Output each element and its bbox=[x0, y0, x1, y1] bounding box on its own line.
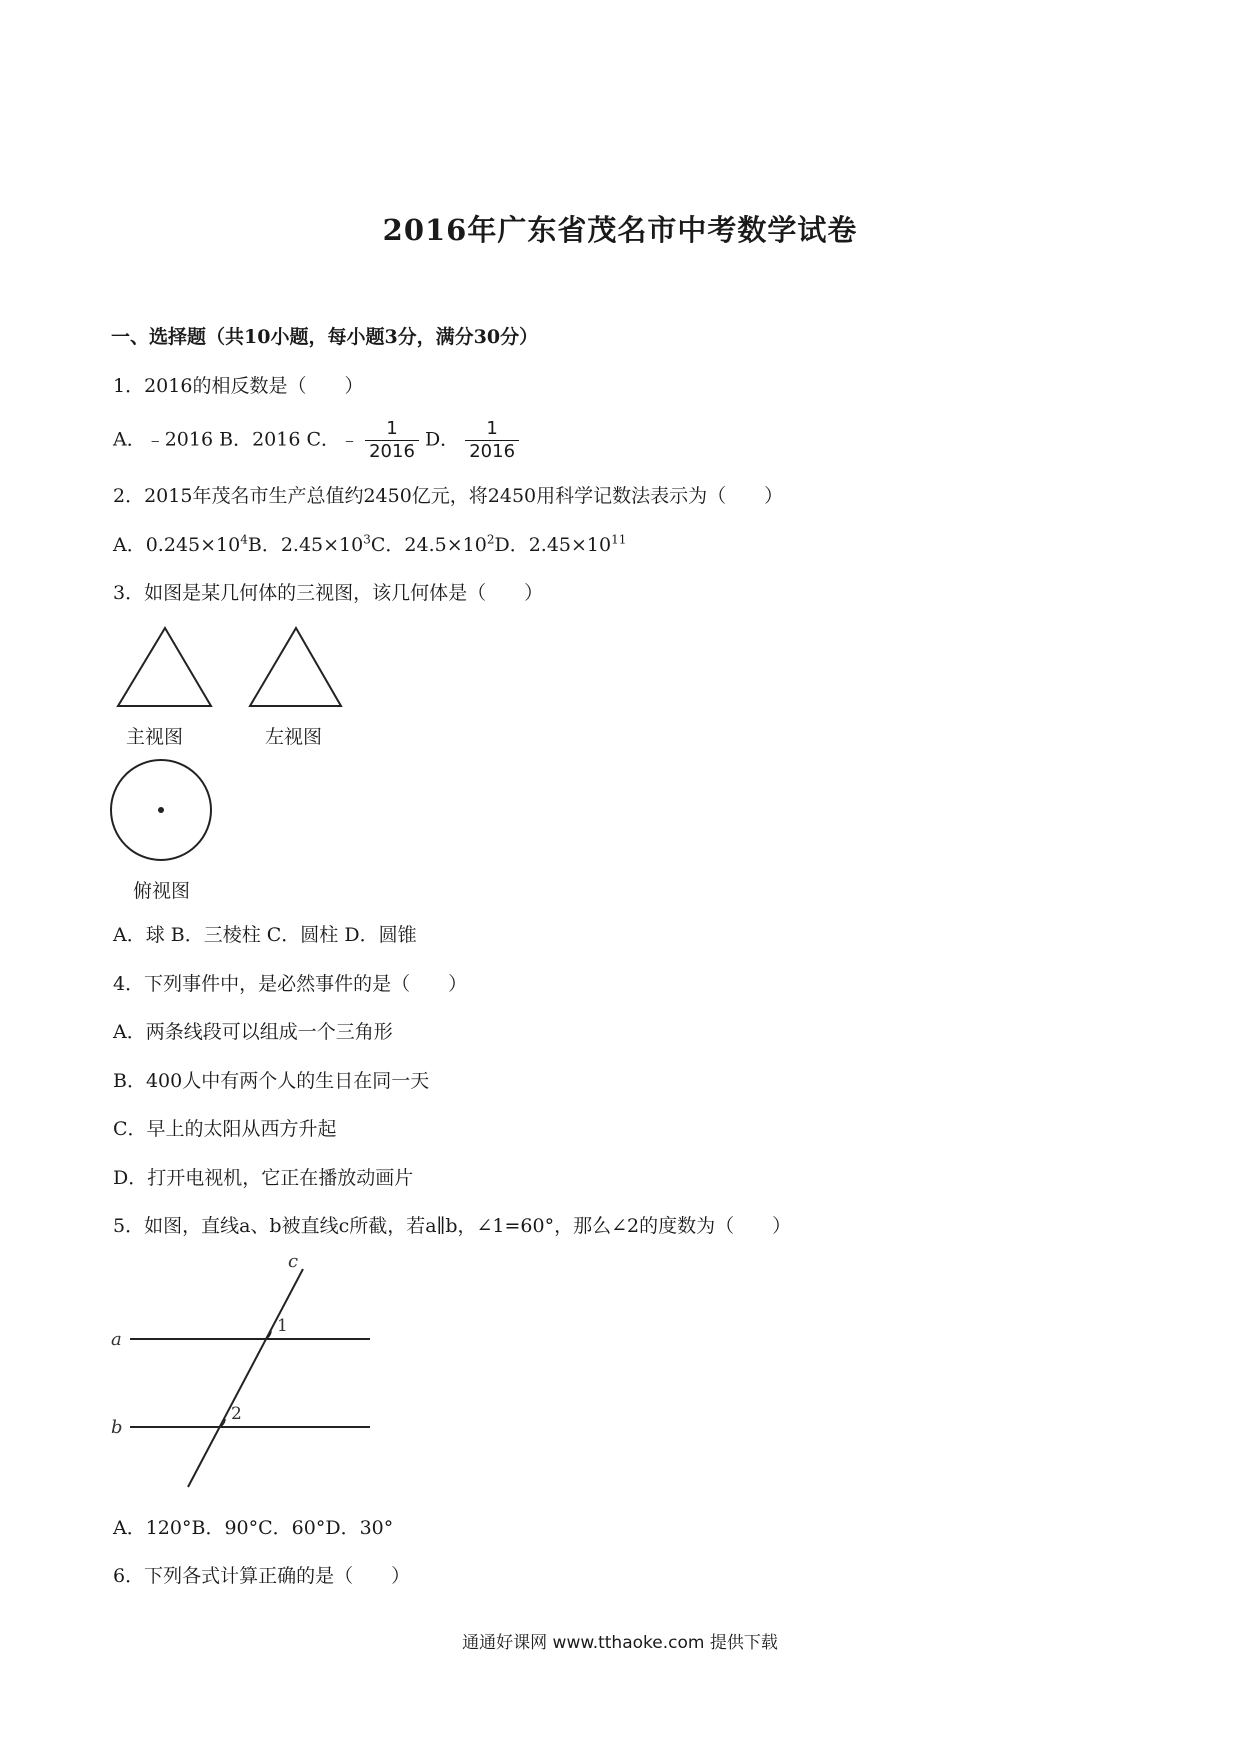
left-view-label: 左视图 bbox=[265, 726, 323, 748]
q2-c-exponent: 2 bbox=[486, 532, 495, 547]
q2-option-b bbox=[248, 534, 371, 556]
q2-a-exponent: 4 bbox=[240, 532, 248, 547]
section-heading: 一、选择题（共10小题，每小题3分，满分30分） bbox=[111, 326, 539, 348]
q2-c-base: C．24.5×10 bbox=[370, 534, 487, 556]
q2-option-a bbox=[113, 534, 248, 556]
fraction-numerator: 1 bbox=[365, 418, 419, 441]
question-1-stem: 1．2016的相反数是（ ） bbox=[113, 375, 364, 397]
question-2-options bbox=[113, 530, 626, 557]
label-angle-2: 2 bbox=[231, 1404, 242, 1424]
parallel-lines-figure bbox=[105, 1255, 385, 1495]
q2-b-base: B．2.45×10 bbox=[247, 534, 364, 556]
front-view-label: 主视图 bbox=[126, 726, 184, 748]
question-2-stem: 2．2015年茂名市生产总值约2450亿元，将2450用科学记数法表示为（ ） bbox=[113, 485, 784, 507]
question-3-options: A．球 B．三棱柱 C．圆柱 D．圆锥 bbox=[113, 924, 417, 946]
q1-option-b: B．2016 bbox=[219, 428, 301, 451]
label-a: a bbox=[111, 1329, 122, 1350]
front-view-triangle bbox=[118, 628, 211, 706]
page-footer: 通通好课网 www.tthaoke.com 提供下载 bbox=[462, 1633, 778, 1653]
q2-b-exponent: 3 bbox=[363, 532, 371, 547]
q4-option-b: B．400人中有两个人的生日在同一天 bbox=[113, 1070, 430, 1092]
q1-option-d-prefix: D． bbox=[424, 428, 460, 451]
fraction-denominator: 2016 bbox=[469, 441, 516, 462]
question-1-options bbox=[113, 418, 519, 463]
q4-option-c: C．早上的太阳从西方升起 bbox=[113, 1118, 337, 1140]
three-view-figure bbox=[108, 620, 358, 910]
question-5-options: A．120°B．90°C．60°D．30° bbox=[113, 1517, 394, 1539]
q1-option-c-fraction bbox=[365, 418, 419, 463]
q1-option-d-fraction bbox=[465, 418, 519, 463]
question-4-stem: 4．下列事件中，是必然事件的是（ ） bbox=[113, 973, 468, 995]
fraction-denominator: 2016 bbox=[369, 441, 415, 462]
label-angle-1: 1 bbox=[277, 1316, 288, 1336]
q2-d-exponent: 11 bbox=[611, 532, 627, 547]
question-6-stem: 6．下列各式计算正确的是（ ） bbox=[113, 1565, 411, 1587]
q4-option-d: D．打开电视机，它正在播放动画片 bbox=[113, 1167, 414, 1189]
label-c: c bbox=[288, 1255, 299, 1272]
top-view-center-dot bbox=[158, 807, 164, 813]
page-title: 2016年广东省茂名市中考数学试卷 bbox=[382, 213, 858, 247]
q2-option-d bbox=[494, 534, 626, 556]
left-view-triangle bbox=[250, 628, 341, 706]
q1-option-a: A．﹣2016 bbox=[113, 428, 214, 451]
transversal-c bbox=[188, 1269, 303, 1487]
top-view-label: 俯视图 bbox=[133, 880, 191, 902]
q2-a-base: A．0.245×10 bbox=[113, 534, 241, 556]
q1-option-c-prefix: C．﹣ bbox=[306, 428, 360, 451]
fraction-numerator: 1 bbox=[465, 418, 519, 441]
q2-d-base: D．2.45×10 bbox=[494, 534, 612, 556]
question-5-stem: 5．如图，直线a、b被直线c所截，若a∥b，∠1=60°，那么∠2的度数为（ ） bbox=[113, 1215, 792, 1237]
label-b: b bbox=[111, 1417, 123, 1438]
q2-option-c bbox=[371, 534, 495, 556]
q4-option-a: A．两条线段可以组成一个三角形 bbox=[113, 1021, 393, 1043]
question-3-stem: 3．如图是某几何体的三视图，该几何体是（ ） bbox=[113, 582, 544, 604]
